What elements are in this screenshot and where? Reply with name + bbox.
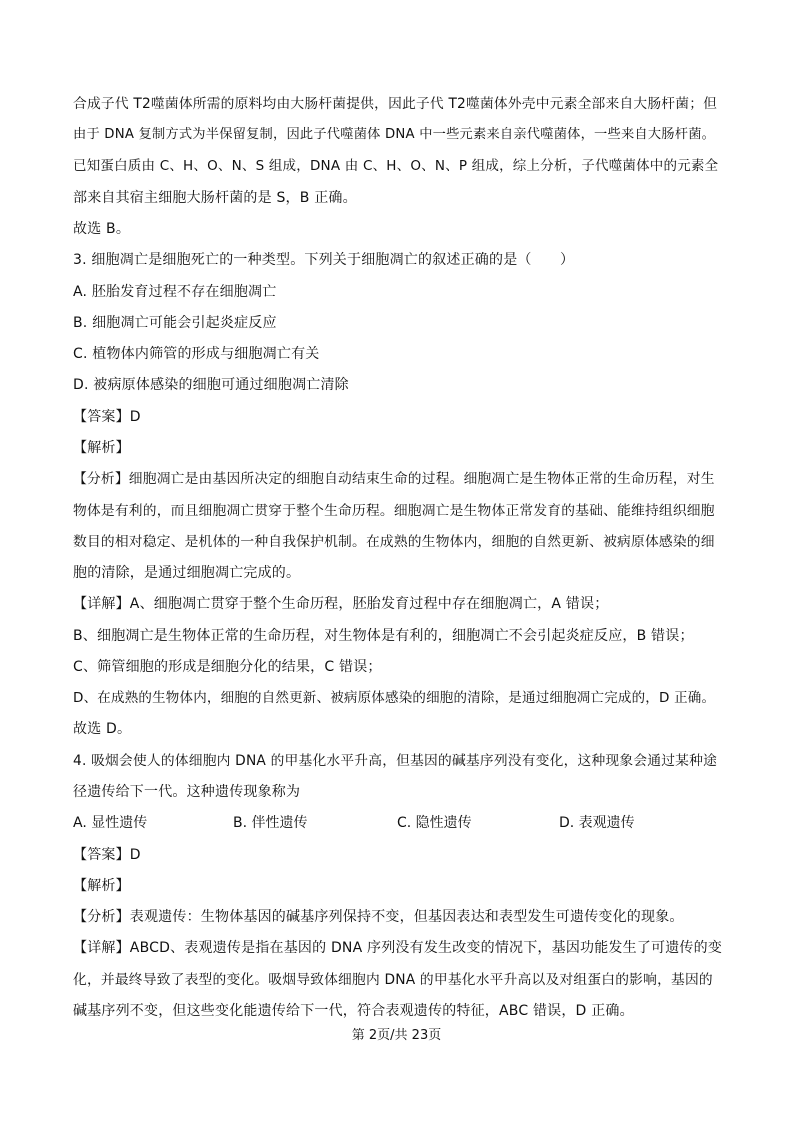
text-line: 由于 DNA 复制方式为半保留复制，因此子代噬菌体 DNA 中一些元素来自亲代噬菌体，一些来自大肠杆菌。 bbox=[73, 127, 716, 142]
analysis-label: 【解析】 bbox=[73, 440, 130, 456]
question-3-stem: 3. 细胞凋亡是细胞死亡的一种类型。下列关于细胞凋亡的叙述正确的是（ ） bbox=[73, 252, 575, 268]
answer-label: 【答案】D bbox=[73, 409, 141, 425]
text-line: 胞的清除，是通过细胞凋亡完成的。 bbox=[73, 565, 301, 581]
question-3-option-c: C. 植物体内筛管的形成与细胞凋亡有关 bbox=[73, 346, 320, 362]
page-footer: 第 2页/共 23页 bbox=[351, 1028, 442, 1043]
question-3-option-d: D. 被病原体感染的细胞可通过细胞凋亡清除 bbox=[73, 377, 349, 393]
text-line: 故选 B。 bbox=[73, 221, 131, 237]
question-3-option-a: A. 胚胎发育过程不存在细胞凋亡 bbox=[73, 284, 277, 300]
text-line: 部来自其宿主细胞大肠杆菌的是 S，B 正确。 bbox=[73, 190, 357, 206]
text-line: 化，并最终导致了表型的变化。吸烟导致体细胞内 DNA 的甲基化水平升高以及对组蛋白的影响，基因的 bbox=[73, 972, 713, 988]
text-line: 【分析】表观遗传：生物体基因的碱基序列保持不变，但基因表达和表型发生可遗传变化的现象。 bbox=[73, 909, 684, 925]
question-4-option-c: C. 隐性遗传 bbox=[397, 815, 472, 831]
text-line: 碱基序列不变，但这些变化能遗传给下一代，符合表观遗传的特征，ABC 错误，D 正确。 bbox=[73, 1003, 634, 1019]
question-4-option-d: D. 表观遗传 bbox=[559, 815, 635, 831]
question-4-option-a: A. 显性遗传 bbox=[73, 815, 148, 831]
answer-label: 【答案】D bbox=[73, 847, 141, 863]
text-line: 【详解】ABCD、表观遗传是指在基因的 DNA 序列没有发生改变的情况下，基因功能发生了可遗传的变 bbox=[73, 940, 723, 956]
text-line: 合成子代 T2噬菌体所需的原料均由大肠杆菌提供，因此子代 T2噬菌体外壳中元素全部来自大肠杆菌；但 bbox=[73, 96, 718, 112]
text-line: D、在成熟的生物体内，细胞的自然更新、被病原体感染的细胞的清除，是通过细胞凋亡完成的，D 正确。 bbox=[73, 690, 716, 706]
text-line: B、细胞凋亡是生物体正常的生命历程，对生物体是有利的，细胞凋亡不会引起炎症反应，B 错误； bbox=[73, 628, 694, 644]
text-line: 故选 D。 bbox=[73, 721, 132, 737]
text-line: 已知蛋白质由 C、H、O、N、S 组成，DNA 由 C、H、O、N、P 组成，综上分析，子代噬菌体中的元素全 bbox=[73, 158, 719, 174]
question-3-option-b: B. 细胞凋亡可能会引起炎症反应 bbox=[73, 315, 277, 331]
text-line: 【分析】细胞凋亡是由基因所决定的细胞自动结束生命的过程。细胞凋亡是生物体正常的生命历程，对生 bbox=[73, 471, 715, 487]
text-line: C、筛管细胞的形成是细胞分化的结果，C 错误； bbox=[73, 659, 382, 675]
question-4-option-b: B. 伴性遗传 bbox=[233, 815, 308, 831]
question-4-stem-cont: 径遗传给下一代。这种遗传现象称为 bbox=[73, 784, 301, 800]
question-4-stem: 4. 吸烟会使人的体细胞内 DNA 的甲基化水平升高，但基因的碱基序列没有变化，这种现象会通过某种途 bbox=[73, 753, 718, 769]
text-line: 【详解】A、细胞凋亡贯穿于整个生命历程，胚胎发育过程中存在细胞凋亡，A 错误； bbox=[73, 596, 609, 612]
text-line: 物体是有利的，而且细胞凋亡贯穿于整个生命历程。细胞凋亡是生物体正常发育的基础、能维持组织细胞 bbox=[73, 503, 715, 519]
analysis-label: 【解析】 bbox=[73, 878, 130, 894]
text-line: 数目的相对稳定、是机体的一种自我保护机制。在成熟的生物体内，细胞的自然更新、被病原体感染的细 bbox=[73, 534, 715, 550]
